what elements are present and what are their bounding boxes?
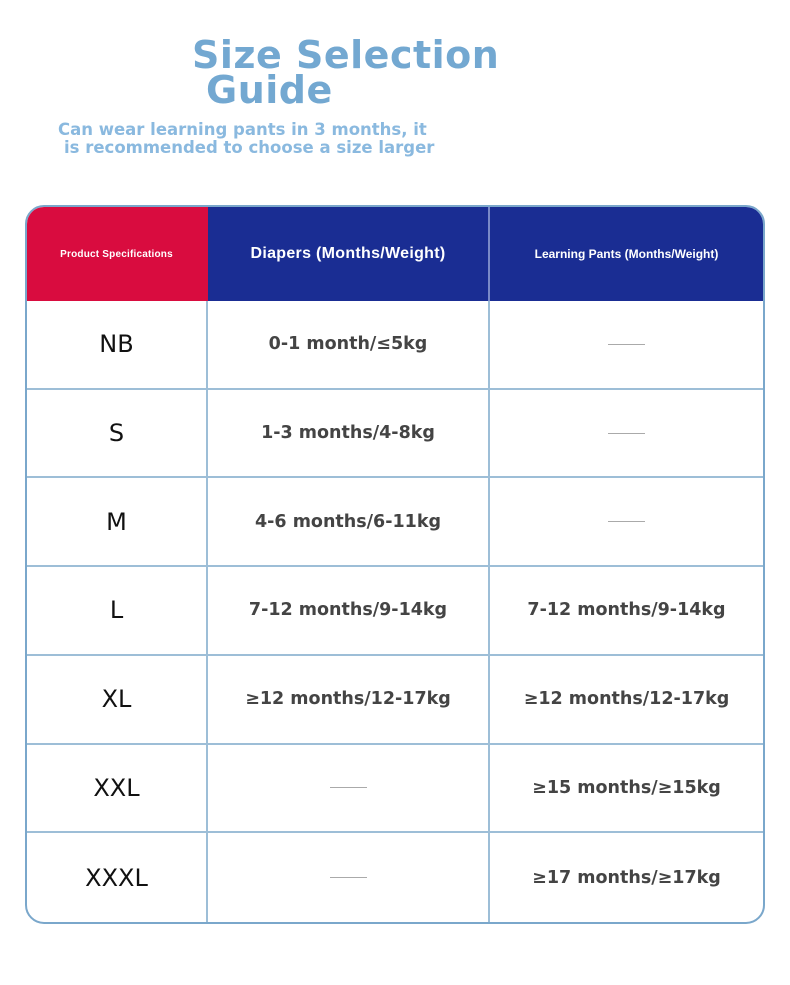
dash-placeholder — [330, 877, 367, 878]
pants-cell — [490, 390, 763, 479]
title-line-2: Guide — [206, 67, 333, 112]
size-cell: NB — [27, 301, 208, 390]
diapers-cell: 0-1 month/≤5kg — [208, 301, 490, 390]
dash-placeholder — [608, 344, 645, 345]
header-learning-pants: Learning Pants (Months/Weight) — [490, 207, 763, 301]
pants-cell: ≥12 months/12-17kg — [490, 656, 763, 745]
dash-placeholder — [330, 787, 367, 788]
pants-cell — [490, 478, 763, 567]
diapers-cell — [208, 745, 490, 834]
diapers-cell — [208, 833, 490, 922]
pants-cell: ≥15 months/≥15kg — [490, 745, 763, 834]
size-cell: L — [27, 567, 208, 656]
title-line-1: Size Selection — [192, 33, 500, 77]
dash-placeholder — [608, 433, 645, 434]
size-cell: S — [27, 390, 208, 479]
subtitle-line-2: is recommended to choose a size larger — [64, 138, 435, 158]
size-cell: XL — [27, 656, 208, 745]
header-diapers: Diapers (Months/Weight) — [208, 207, 490, 301]
subtitle-line-1: Can wear learning pants in 3 months, it — [58, 120, 427, 139]
diapers-cell: ≥12 months/12-17kg — [208, 656, 490, 745]
pants-cell: ≥17 months/≥17kg — [532, 867, 721, 888]
pants-cell — [490, 301, 763, 390]
pants-cell: 7-12 months/9-14kg — [490, 567, 763, 656]
size-table — [25, 205, 765, 924]
size-cell: XXL — [27, 745, 208, 834]
diapers-cell: 7-12 months/9-14kg — [208, 567, 490, 656]
dash-placeholder — [608, 521, 645, 522]
page-subtitle — [58, 121, 488, 158]
page-title — [192, 33, 612, 112]
header-product-specifications: Product Specifications — [27, 207, 208, 301]
size-cell: M — [27, 478, 208, 567]
size-cell: XXXL — [27, 833, 208, 922]
diapers-cell: 4-6 months/6-11kg — [208, 478, 490, 567]
diapers-cell: 1-3 months/4-8kg — [208, 390, 490, 479]
